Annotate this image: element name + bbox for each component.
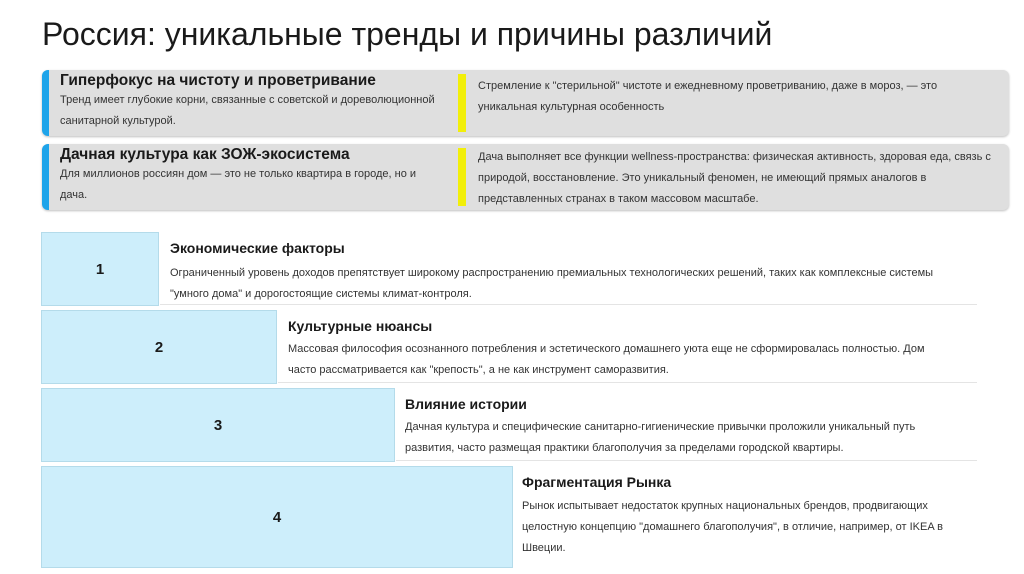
factor-number: 1 (95, 260, 105, 278)
factor-divider (160, 304, 977, 305)
factor-divider (278, 382, 977, 383)
factor-description: Ограниченный уровень доходов препятствует широкому распространению премиальных технологических решений, таких как комплексные системы "умного дома" и дорогостоящие системы климат-контроля. (170, 267, 934, 300)
trend-card-dacha (42, 144, 1009, 210)
factor-description: Дачная культура и специфические санитарно-гигиенические привычки проложили уникальный путь развития, часто размещая практики благополучия за пределами городской квартиры. (405, 421, 916, 454)
trend-heading: Гиперфокус на чистоту и проветривание (60, 72, 376, 89)
yellow-accent-bar (458, 74, 466, 132)
yellow-accent-bar (458, 148, 466, 206)
factor-heading: Культурные нюансы (288, 318, 433, 334)
factor-step-1 (41, 232, 159, 306)
trend-detail: Дача выполняет все функции wellness-пространства: физическая активность, здоровая еда, связь с природой, восстановление. Это уникальный феномен, не имеющий прямых аналогов в представленных странах в таком массовом масштабе. (478, 151, 991, 205)
factor-heading: Экономические факторы (170, 240, 345, 256)
factor-heading: Фрагментация Рынка (522, 474, 672, 490)
factor-number: 3 (213, 416, 223, 434)
factor-number: 4 (272, 508, 282, 526)
factor-number: 2 (154, 338, 164, 356)
factor-step-3 (41, 388, 395, 462)
trend-heading: Дачная культура как ЗОЖ-экосистема (60, 146, 350, 163)
trend-description: Для миллионов россиян дом — это не только квартира в городе, но и дача. (60, 168, 417, 201)
factor-step-4 (41, 466, 513, 568)
trend-detail: Стремление к "стерильной" чистоте и ежедневному проветриванию, даже в мороз, — это уникальная культурная особенность (478, 80, 938, 113)
blue-accent-bar (42, 70, 49, 136)
blue-accent-bar (42, 144, 49, 210)
trend-card-cleanliness (42, 70, 1009, 136)
factor-divider (396, 460, 977, 461)
factor-heading: Влияние истории (405, 396, 527, 412)
factor-step-2 (41, 310, 277, 384)
page-title: Россия: уникальные тренды и причины различий (42, 16, 773, 52)
factor-description: Массовая философия осознанного потребления и эстетического домашнего уюта еще не сформировалась полностью. Дом часто рассматривается как "крепость", а не как инструмент саморазвития. (288, 343, 925, 376)
factor-description: Рынок испытывает недостаток крупных национальных брендов, продвигающих целостную концепцию "домашнего благополучия", в отличие, например, от IKEA в Швеции. (522, 500, 943, 554)
trend-description: Тренд имеет глубокие корни, связанные с советской и дореволюционной санитарной культурой. (60, 94, 435, 127)
